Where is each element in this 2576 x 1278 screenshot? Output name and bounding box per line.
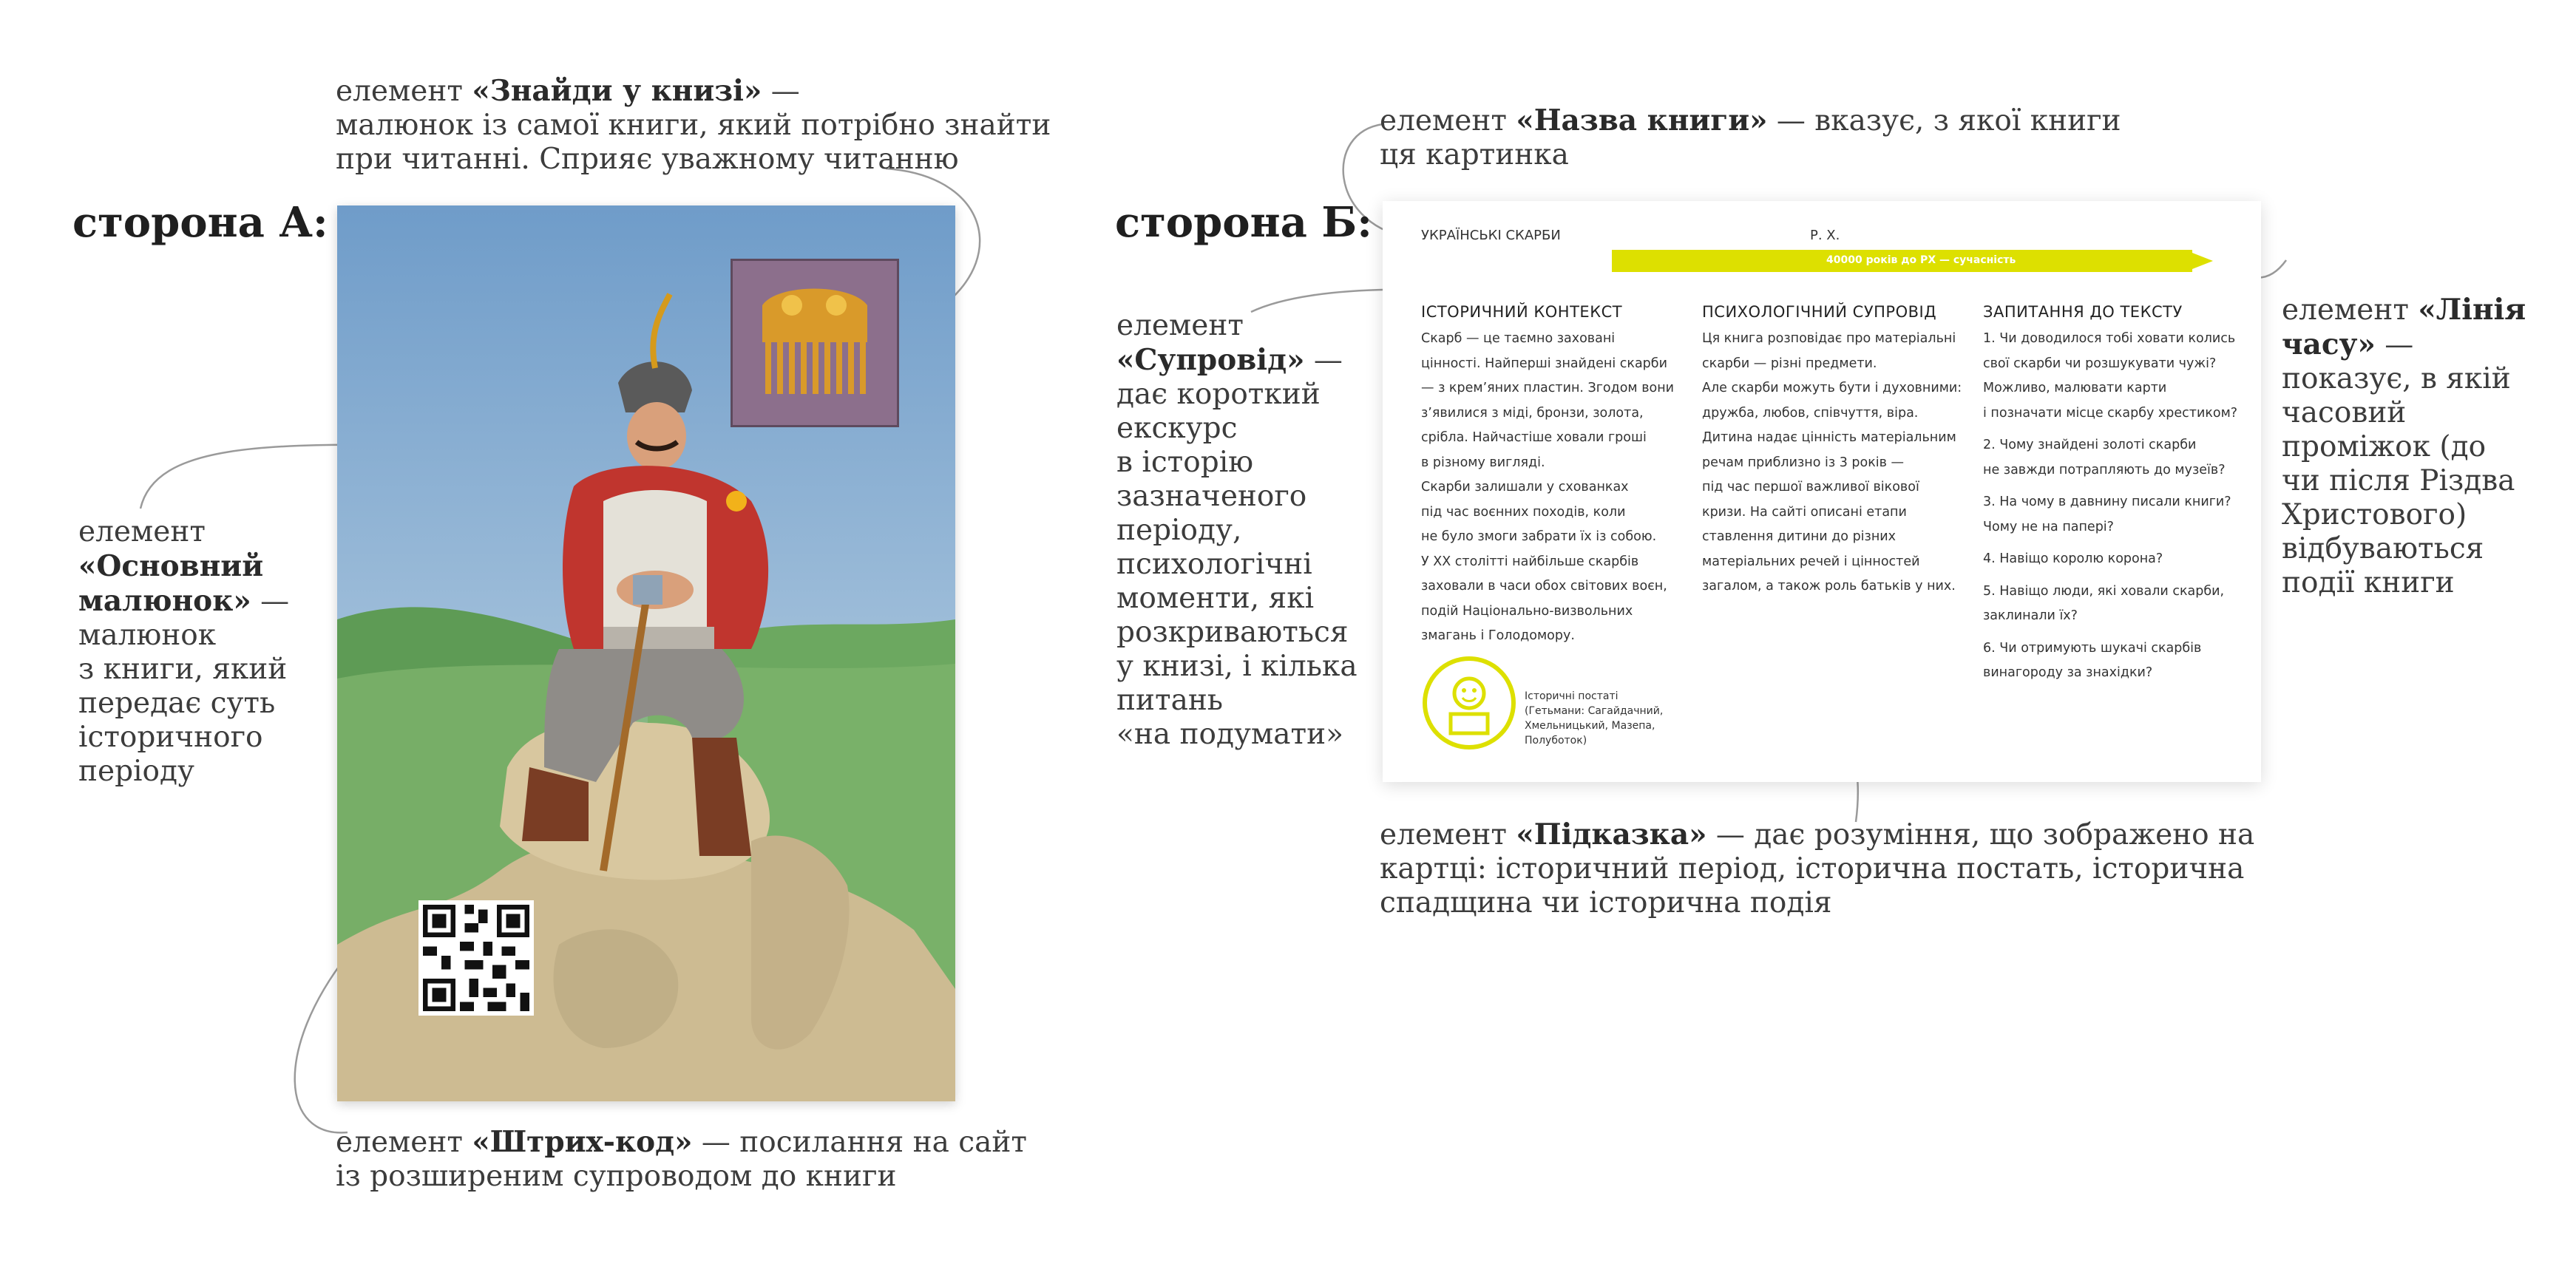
annotation-line: періоду <box>78 755 194 788</box>
question-item: 2. Чому знайдені золоті скарби не завжди потрапляють до музеїв? <box>1983 438 2226 477</box>
question-item: 4. Навіщо королю корона? <box>1983 551 2163 566</box>
annotation-line: з книги, який <box>78 653 288 686</box>
annotation-line: відбуваються <box>2282 532 2484 565</box>
card-side-b <box>1383 201 2261 782</box>
question-item: 3. На чому в давнину писали книги? Чому не на папері? <box>1983 494 2231 534</box>
annotation-prefix: елемент <box>336 75 472 108</box>
column-text-questions <box>1983 303 2249 693</box>
annotation-prefix: елемент <box>336 1126 472 1159</box>
golden-comb-image <box>733 261 897 425</box>
annotation-element-name: «Супровід» <box>1116 343 1305 377</box>
annotation-prefix: елемент <box>1380 818 1516 852</box>
annotation-prefix: елемент <box>1116 309 1244 342</box>
column-text: Ця книга розповідає про матеріальні скарби — різні предмети. Але скарби можуть бути і духовними: дружба, любов, співчуття, віра. Дитина надає цінність матеріальним речам приблизно із 3 років — під час першої важливої вікової кризи. На сайті описані етапи ставлення дитини до різних матеріальних речей і цінностей загалом, а також роль батьків у них. <box>1702 331 1962 594</box>
annotation-element-name: часу» <box>2282 327 2376 361</box>
annotation-line: дає короткий <box>1116 378 1321 411</box>
annotation-element-name: «Назва книги» <box>1516 103 1768 137</box>
annotation-line: в історію <box>1116 446 1254 479</box>
annotation-hint <box>1380 818 2254 920</box>
annotation-book-name <box>1380 103 2121 172</box>
annotation-line: Христового) <box>2282 498 2467 531</box>
annotation-suffix: — посилання на сайт <box>692 1126 1027 1159</box>
questions-list <box>1983 327 2249 686</box>
question-item: 5. Навіщо люди, які ховали скарби, заклинали їх? <box>1983 583 2225 623</box>
annotation-line: із розширеним супроводом до книги <box>336 1160 897 1193</box>
annotation-line: розкриваються <box>1116 616 1349 649</box>
annotation-find-in-book <box>336 74 1051 177</box>
annotation-line: часовий <box>2282 396 2407 429</box>
annotation-prefix: елемент <box>1380 104 1516 137</box>
annotation-suffix: — <box>2375 328 2414 361</box>
annotation-guide <box>1116 309 1368 752</box>
annotation-line: показує, в якій <box>2282 362 2511 395</box>
annotation-suffix: — дає розуміння, що зображено на <box>1706 818 2255 852</box>
annotation-timeline <box>2282 293 2533 600</box>
column-historical-context <box>1421 303 1687 649</box>
annotation-element-name: малюнок» <box>78 584 251 618</box>
annotation-line: у книзі, і кілька <box>1116 650 1358 683</box>
annotation-line: періоду, <box>1116 514 1242 547</box>
timeline-text: 40000 років до РХ — сучасність <box>1826 254 2016 266</box>
annotation-suffix: — <box>1304 344 1343 377</box>
question-item: 1. Чи доводилося тобі ховати колись свої скарби чи розшукувати чужі? Можливо, малювати карти і позначати місце скарбу хрестиком? <box>1983 331 2238 421</box>
side-a-title: сторона А: <box>72 198 328 247</box>
annotation-prefix: елемент <box>78 515 206 548</box>
annotation-line: передає суть <box>78 687 276 720</box>
hint-person-icon <box>1421 655 1517 751</box>
book-title: УКРАЇНСЬКІ СКАРБИ <box>1421 228 1561 243</box>
annotation-line: ця картинка <box>1380 138 1569 171</box>
column-heading: ЗАПИТАННЯ ДО ТЕКСТУ <box>1983 303 2183 321</box>
annotation-element-name: «Знайди у книзі» <box>472 74 762 108</box>
find-in-book-picture <box>731 259 899 427</box>
annotation-line: психологічні <box>1116 548 1312 581</box>
annotation-line: картці: історичний період, історична постать, історична <box>1380 852 2245 886</box>
annotation-suffix: — вказує, з якої книги <box>1767 104 2121 137</box>
column-text: Скарб — це таємно заховані цінності. Найперші знайдені скарби — з крем’яних пластин. Згодом вони з’явилися з міді, бронзи, золота, срібла. Найчастіше ховали гроші в різному вигляді. Скарби залишали у схованках під час воєнних походів, коли не було змоги забрати їх із собою. У ХХ столітті найбільше скарбів заховали в часи обох світових воєн, подій Національно-визвольних змагань і Голодомору. <box>1421 331 1675 643</box>
annotation-line: моменти, які <box>1116 582 1315 615</box>
annotation-line: питань <box>1116 684 1224 717</box>
annotation-line: проміжок (до <box>2282 430 2487 463</box>
annotation-line: «на подумати» <box>1116 718 1343 751</box>
annotation-suffix: — <box>762 75 800 108</box>
column-psychological-guide <box>1702 303 1968 599</box>
annotation-suffix: — <box>251 585 290 618</box>
annotation-element-name: «Підказка» <box>1516 818 1707 852</box>
annotation-element-name: «Штрих-код» <box>472 1125 693 1159</box>
question-item: 6. Чи отримують шукачі скарбів винагороду за знахідки? <box>1983 640 2202 680</box>
annotation-line: події книги <box>2282 566 2455 599</box>
annotation-line: малюнок із самої книги, який потрібно знайти <box>336 109 1051 142</box>
column-heading: ІСТОРИЧНИЙ КОНТЕКСТ <box>1421 303 1623 321</box>
annotation-prefix: елемент <box>2282 293 2419 327</box>
annotation-line: історичного <box>78 721 263 754</box>
side-b-title: сторона Б: <box>1115 198 1372 247</box>
hint-label: Історичні постаті (Гетьмани: Сагайдачний, Хмельницький, Мазепа, Полуботок) <box>1525 690 1664 747</box>
annotation-line: при читанні. Сприяє уважному читанню <box>336 143 959 176</box>
annotation-element-name: «Основний <box>78 549 264 583</box>
annotation-line: малюнок <box>78 619 217 652</box>
annotation-element-name: «Лінія <box>2418 293 2526 327</box>
annotation-line: спадщина чи історична подія <box>1380 886 1832 920</box>
column-heading: ПСИХОЛОГІЧНИЙ СУПРОВІД <box>1702 303 1937 321</box>
timeline-arrow-icon <box>2192 253 2213 269</box>
qr-code[interactable] <box>418 900 534 1016</box>
annotation-barcode <box>336 1125 1027 1194</box>
annotation-line: екскурс <box>1116 412 1238 445</box>
annotation-main-picture <box>78 515 315 789</box>
era-label: Р. Х. <box>1810 228 1840 243</box>
timeline-bar <box>1612 250 2192 272</box>
annotation-line: зазначеного <box>1116 480 1307 513</box>
qr-code-icon <box>418 900 534 1016</box>
annotation-line: чи після Різдва <box>2282 464 2515 497</box>
